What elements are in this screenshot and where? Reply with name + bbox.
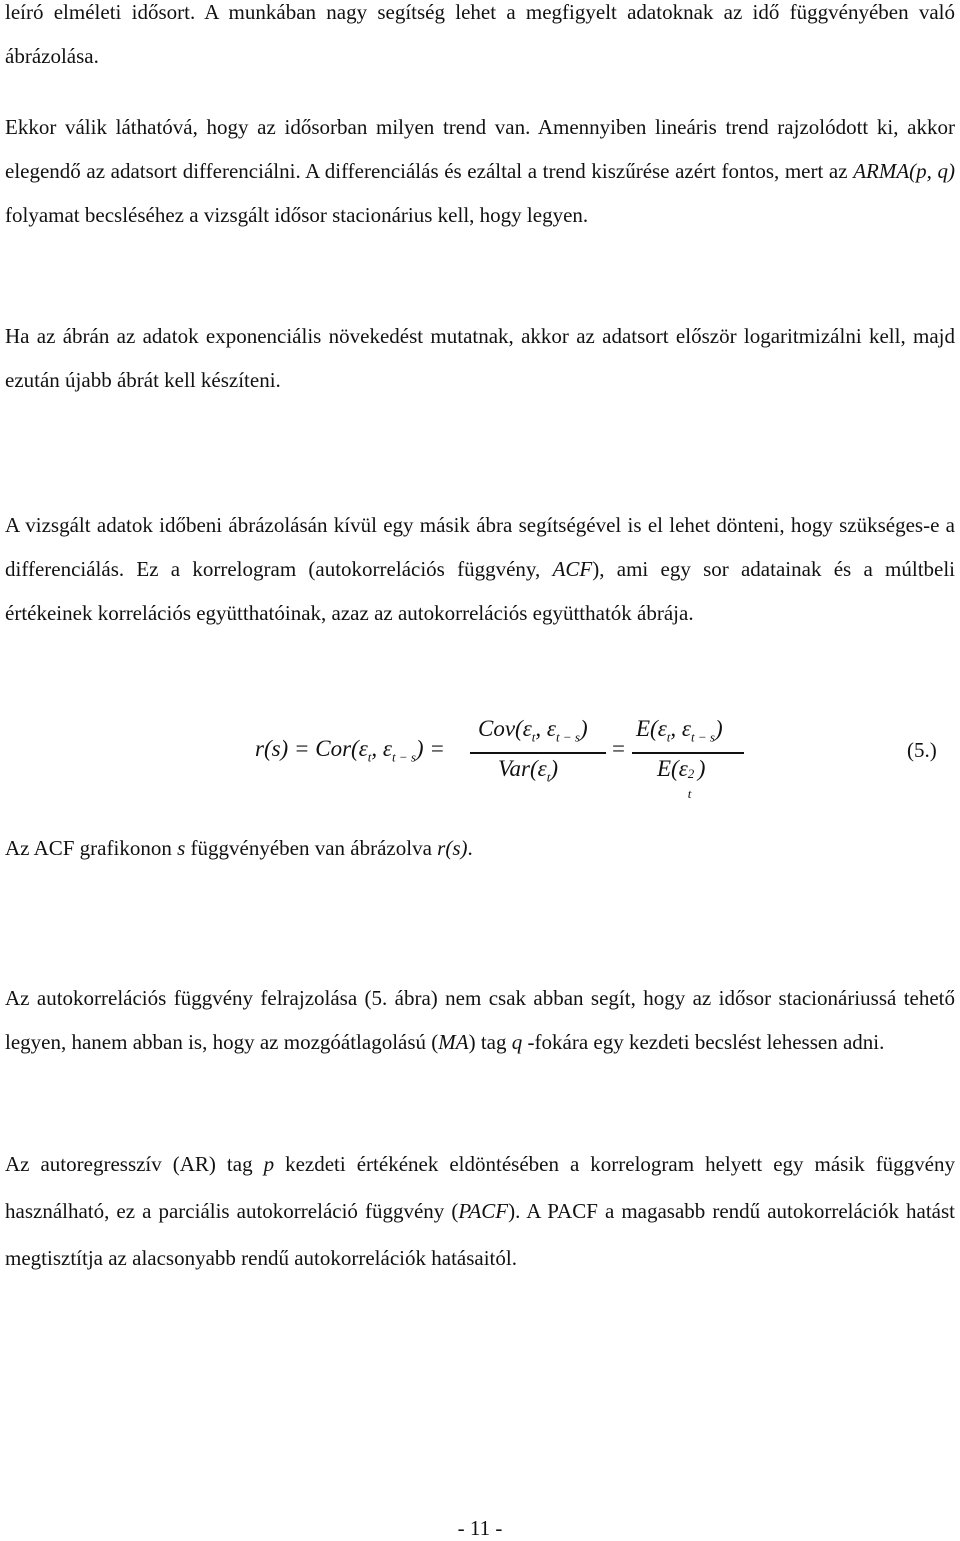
acf-math: ACF — [552, 557, 593, 581]
page-number: - 11 - — [457, 1516, 503, 1540]
fraction-1-denominator: $Var(\varepsilon_t)$ — [498, 756, 558, 785]
paragraph-acf-purpose — [5, 976, 955, 1064]
equation-equals-2: = — [612, 736, 625, 761]
paragraph-trend-text-2: folyamat becsléséhez a vizsgált idősor stacionárius kell, hogy legyen. — [5, 203, 589, 227]
paragraph-trend — [5, 105, 955, 237]
p-math: p — [263, 1152, 275, 1176]
equation-5 — [0, 712, 960, 812]
paragraph-exponential — [5, 314, 955, 402]
paragraph-pacf-text-3: ). A PACF a magasabb rendű autokorrelációk hatást megtisztítja az alacsonyabb rendű autokorrelációk hatásaitól. — [5, 1199, 955, 1270]
paragraph-pacf — [5, 1141, 955, 1282]
paragraph-pacf-text-1: Az autoregresszív (AR) tag — [5, 1152, 253, 1176]
paragraph-acf-plot — [5, 826, 955, 870]
paragraph-intro-text: leíró elméleti idősort. A munkában nagy segítség lehet a megfigyelt adatoknak az idő függvényében való ábrázolása. — [5, 0, 955, 68]
ma-math: MA — [438, 1030, 469, 1054]
fraction-2-denominator: E(ε 2 t ) — [657, 756, 706, 801]
fraction-2-numerator: $E(\varepsilon_t$, $\varepsilon_{t - s}$) — [636, 716, 723, 745]
paragraph-intro — [5, 0, 955, 78]
paragraph-correlogram-text-2: ), ami egy sor adatainak és a múltbeli értékeinek korrelációs együtthatóinak, azaz az autokorrelációs együtthatók ábrája. — [5, 557, 956, 625]
paragraph-acf-plot-text-1: Az ACF grafikonon — [5, 836, 172, 860]
paragraph-pacf-text-2: kezdeti értékének eldöntésében a korrelogram helyett egy másik függvény használható, ez a parciális autokorreláció függvény ( — [5, 1152, 956, 1223]
equation-number: (5.) — [907, 738, 937, 762]
rs-math: r(s) — [437, 836, 468, 860]
paragraph-trend-text-1: Ekkor válik láthatóvá, hogy az idősorban milyen trend van. Amennyiben lineáris trend rajzolódott ki, akkor elegendő az adatsort differenciálni. A differenciálás és ezáltal a trend kiszűrése azért fontos, mert az — [5, 115, 955, 183]
fraction-1-numerator: $Cov(\varepsilon_t$, $\varepsilon_{t - s}$) — [478, 716, 588, 745]
paragraph-acf-purpose-text-3: -fokára egy kezdeti becslést lehessen adni. — [527, 1030, 885, 1054]
equation-lhs: $r(s) = Cor(\varepsilon_t$, $\varepsilon_{t - s}$) = — [255, 736, 445, 765]
fraction-1-bar — [470, 752, 606, 754]
paragraph-acf-purpose-text-2: ) tag — [468, 1030, 507, 1054]
paragraph-acf-plot-text-2: függvényében van ábrázolva — [190, 836, 432, 860]
paragraph-exponential-text: Ha az ábrán az adatok exponenciális növekedést mutatnak, akkor az adatsort először logaritmizálni kell, majd ezután újabb ábrát kell készíteni. — [5, 324, 955, 392]
paragraph-correlogram-text-1: A vizsgált adatok időbeni ábrázolásán kívül egy másik ábra segítségével is el lehet dönteni, hogy szükséges-e a differenciálás. Ez a korrelogram (autokorrelációs függvény, — [5, 513, 955, 581]
paragraph-acf-plot-text-3: . — [467, 836, 473, 860]
s-math: s — [177, 836, 186, 860]
pacf-math: PACF — [458, 1199, 509, 1223]
arma-math: ARMA(p, q) — [853, 159, 956, 183]
paragraph-correlogram — [5, 503, 955, 635]
fraction-2-bar — [632, 752, 744, 754]
q-math: q — [511, 1030, 523, 1054]
paragraph-acf-purpose-text-1: Az autokorrelációs függvény felrajzolása (5. ábra) nem csak abban segít, hogy az idősor stacionáriussá tehető legyen, hanem abban is, hogy az mozgóátlagolású ( — [5, 986, 955, 1054]
